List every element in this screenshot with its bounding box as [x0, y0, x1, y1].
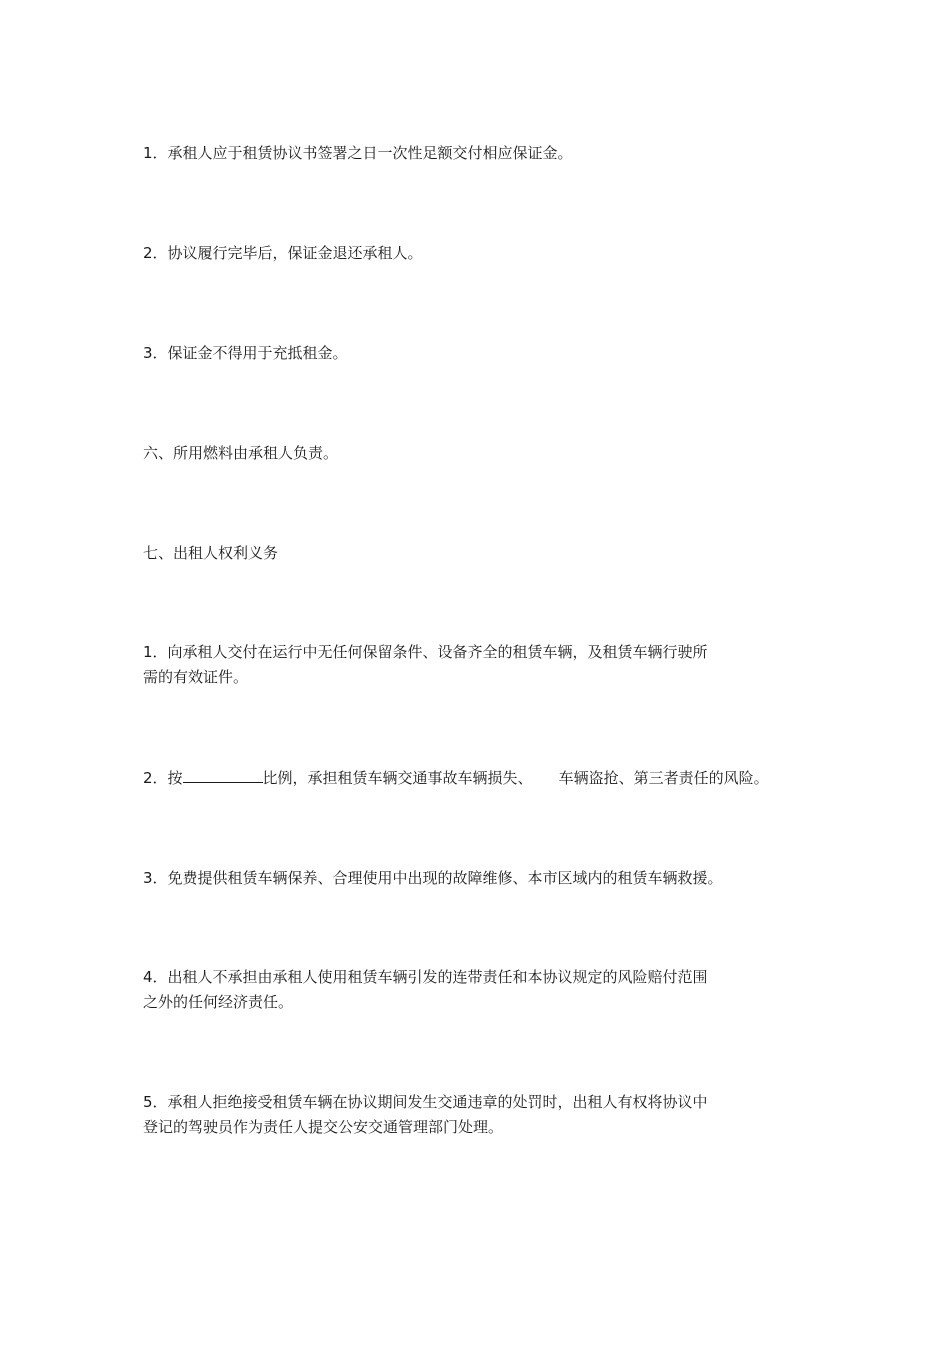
section-seven-heading: 七、出租人权利义务 [143, 544, 279, 562]
clause-lessor-deliver-line2: 需的有效证件。 [143, 668, 249, 686]
clause-lessor-risk [143, 766, 823, 791]
clause-traffic-violation-line1: 5．承租人拒绝接受租赁车辆在协议期间发生交通违章的处罚时，出租人有权将协议中 [143, 1093, 708, 1111]
clause-traffic-violation-line2: 登记的驾驶员作为责任人提交公安交通管理部门处理。 [143, 1118, 504, 1136]
clause-deposit-not-rent: 3．保证金不得用于充抵租金。 [143, 344, 348, 362]
clause-deposit-payment: 1．承租人应于租赁协议书签署之日一次性足额交付相应保证金。 [143, 144, 573, 162]
clause-lessor-risk-start: 2．按 [143, 769, 183, 787]
clause-lessor-risk-middle: 比例，承担租赁车辆交通事故车辆损失、 [262, 769, 533, 787]
clause-lessor-no-liability-line1: 4．出租人不承担由承租人使用租赁车辆引发的连带责任和本协议规定的风险赔付范围 [143, 968, 708, 986]
clause-lessor-deliver-line1: 1．向承租人交付在运行中无任何保留条件、设备齐全的租赁车辆，及租赁车辆行驶所 [143, 643, 708, 661]
section-six-fuel: 六、所用燃料由承租人负责。 [143, 444, 339, 462]
clause-lessor-risk-tail: 车辆盗抢、第三者责任的风险。 [558, 769, 769, 787]
clause-deposit-refund: 2．协议履行完毕后，保证金退还承租人。 [143, 244, 423, 262]
clause-lessor-maintenance: 3．免费提供租赁车辆保养、合理使用中出现的故障维修、本市区域内的租赁车辆救援。 [143, 869, 723, 887]
fill-in-blank [183, 766, 263, 783]
clause-lessor-no-liability [143, 965, 803, 1015]
clause-traffic-violation [143, 1090, 803, 1140]
clause-lessor-deliver [143, 640, 803, 690]
clause-lessor-no-liability-line2: 之外的任何经济责任。 [143, 993, 294, 1011]
